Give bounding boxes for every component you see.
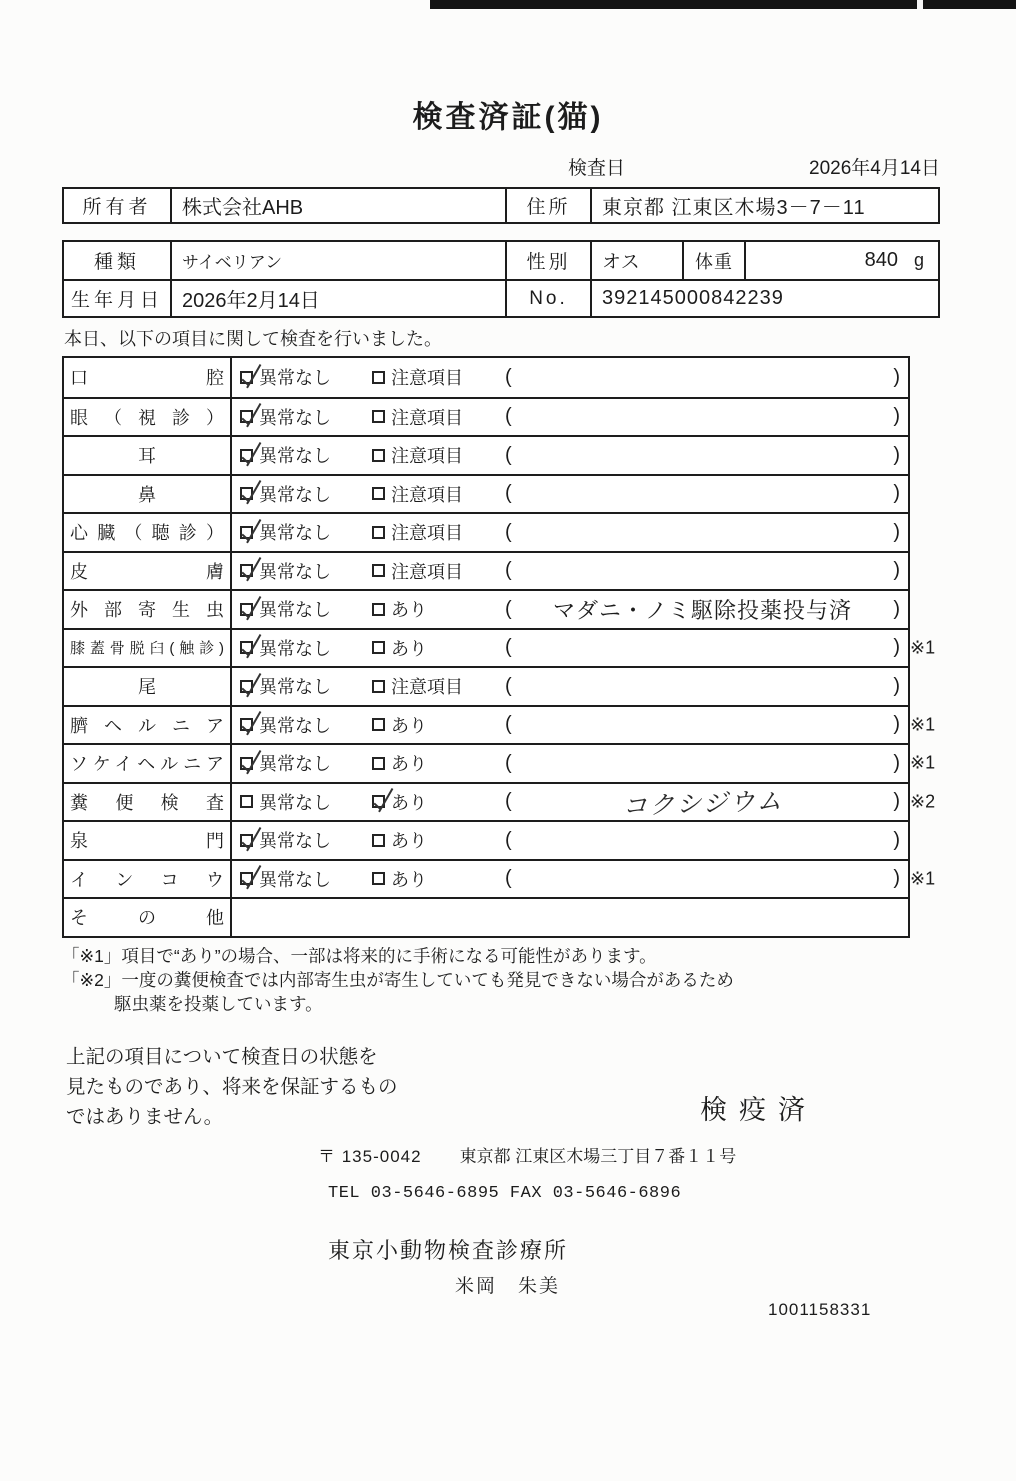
checkbox-flag-box[interactable] bbox=[372, 795, 385, 808]
paren-open: ( bbox=[505, 365, 512, 388]
checkbox-flag[interactable] bbox=[372, 712, 505, 738]
checkbox-normal-label: 異常なし bbox=[259, 600, 331, 621]
inspection-row bbox=[64, 435, 908, 474]
sex-label: 性別 bbox=[507, 242, 592, 279]
inspection-item-cell bbox=[64, 784, 232, 821]
checkbox-normal-label: 異常なし bbox=[259, 677, 331, 698]
checkbox-flag-box[interactable] bbox=[372, 680, 385, 693]
inspection-item-label: 口腔 bbox=[70, 368, 224, 389]
paren-open: ( bbox=[505, 636, 512, 659]
inspection-item-cell bbox=[64, 399, 232, 436]
scan-artifact-bar bbox=[430, 0, 1016, 9]
checkbox-flag-box[interactable] bbox=[372, 449, 385, 462]
finding-text: コクシジウム bbox=[621, 786, 784, 821]
checkbox-flag[interactable] bbox=[372, 673, 505, 699]
row-marker: ※1 bbox=[910, 752, 936, 773]
inspection-row-content bbox=[232, 784, 908, 821]
inspection-row bbox=[64, 397, 908, 436]
inspection-item-cell bbox=[64, 630, 232, 667]
paren-close: ) bbox=[893, 674, 900, 697]
checkbox-flag[interactable] bbox=[372, 866, 505, 892]
inspection-item-label: 膝蓋骨脱臼(触診) bbox=[70, 640, 224, 658]
inspection-row bbox=[64, 551, 908, 590]
inspection-row-content bbox=[232, 899, 908, 936]
inspection-item-cell bbox=[64, 861, 232, 898]
owner-row bbox=[64, 189, 938, 222]
clinic-person-name: 米岡 朱美 bbox=[455, 1276, 561, 1297]
paren-open: ( bbox=[505, 520, 512, 543]
number-value: 392145000842239 bbox=[602, 287, 784, 309]
weight-unit: g bbox=[913, 250, 924, 270]
paren-open: ( bbox=[505, 790, 512, 813]
row-marker: ※2 bbox=[910, 791, 936, 812]
inspection-item-label: 皮膚 bbox=[70, 561, 224, 582]
checkbox-normal-box[interactable] bbox=[240, 757, 253, 770]
checkbox-normal-label: 異常なし bbox=[259, 638, 331, 659]
paren-close: ) bbox=[893, 559, 900, 582]
inspection-row bbox=[64, 705, 936, 744]
checkbox-flag-label: 注意項目 bbox=[391, 677, 463, 698]
finding-field bbox=[505, 405, 908, 428]
quarantine-stamp: 検疫済 bbox=[700, 1095, 817, 1125]
inspection-row-content bbox=[232, 668, 908, 705]
clinic-name: 東京小動物検査診療所 bbox=[328, 1238, 569, 1263]
checkbox-normal-label: 異常なし bbox=[259, 446, 331, 467]
exam-date-value: 2026年4月14日 bbox=[809, 158, 940, 179]
inspection-item-label: 外部寄生虫 bbox=[70, 600, 224, 621]
disclaimer-line-1: 上記の項目について検査日の状態を bbox=[66, 1046, 378, 1068]
checkbox-normal-box[interactable] bbox=[240, 641, 253, 654]
checkbox-flag-box[interactable] bbox=[372, 603, 385, 616]
disclaimer-line-2: 見たものであり、将来を保証するもの bbox=[66, 1076, 398, 1098]
paren-close: ) bbox=[893, 443, 900, 466]
checkbox-normal-box[interactable] bbox=[240, 718, 253, 731]
checkbox-normal-label: 異常なし bbox=[259, 484, 331, 505]
sex-value: オス bbox=[592, 242, 684, 279]
finding-field bbox=[505, 752, 908, 775]
row-marker: ※1 bbox=[910, 637, 936, 658]
checkbox-flag-box[interactable] bbox=[372, 641, 385, 654]
inspection-row bbox=[64, 628, 936, 667]
inspection-item-cell bbox=[64, 707, 232, 744]
address-label: 住所 bbox=[507, 189, 592, 222]
paren-open: ( bbox=[505, 828, 512, 851]
clinic-address-line bbox=[318, 1142, 736, 1167]
inspection-item-label: 耳 bbox=[138, 446, 156, 467]
finding-field bbox=[505, 713, 908, 736]
checkbox-flag-label: 注意項目 bbox=[391, 368, 463, 389]
checkbox-normal-box[interactable] bbox=[240, 487, 253, 500]
finding-field bbox=[505, 594, 908, 625]
finding-field bbox=[505, 784, 908, 820]
inspection-row-content bbox=[232, 358, 908, 397]
finding-field bbox=[505, 482, 908, 505]
checkbox-normal[interactable] bbox=[240, 673, 372, 699]
inspection-row-content bbox=[232, 707, 908, 744]
paren-open: ( bbox=[505, 867, 512, 890]
checkbox-flag-box[interactable] bbox=[372, 410, 385, 423]
paren-close: ) bbox=[893, 405, 900, 428]
inspection-row bbox=[64, 358, 908, 397]
checkbox-normal-box[interactable] bbox=[240, 449, 253, 462]
checkbox-normal-box[interactable] bbox=[240, 680, 253, 693]
inspection-item-cell bbox=[64, 476, 232, 513]
finding-field bbox=[505, 521, 908, 544]
checkbox-flag[interactable] bbox=[372, 596, 505, 622]
checkbox-normal-label: 異常なし bbox=[259, 523, 331, 544]
clinic-postal-code: 〒 135-0042 bbox=[318, 1147, 422, 1166]
checkbox-flag-label: あり bbox=[391, 638, 427, 659]
checkbox-normal[interactable] bbox=[240, 442, 372, 468]
footnote-2: 「※2」一度の糞便検査では内部寄生虫が寄生していても発見できない場合があるため bbox=[62, 970, 734, 990]
paren-open: ( bbox=[505, 482, 512, 505]
inspection-item-label: 鼻 bbox=[138, 484, 156, 505]
paren-open: ( bbox=[505, 443, 512, 466]
paren-close: ) bbox=[893, 867, 900, 890]
owner-value: 株式会社AHB bbox=[172, 189, 507, 222]
checkbox-flag[interactable] bbox=[372, 750, 505, 776]
checkbox-normal-box[interactable] bbox=[240, 410, 253, 423]
checkbox-normal-label: 異常なし bbox=[259, 869, 331, 890]
finding-text: マダニ・ノミ駆除投薬投与済 bbox=[552, 597, 852, 623]
inspection-item-cell bbox=[64, 437, 232, 474]
weight-value-cell bbox=[746, 242, 938, 279]
paren-close: ) bbox=[893, 482, 900, 505]
checkbox-flag-label: あり bbox=[391, 754, 427, 775]
paren-close: ) bbox=[893, 520, 900, 543]
inspection-row-content bbox=[232, 476, 908, 513]
finding-field bbox=[505, 559, 908, 582]
inspection-row bbox=[64, 820, 908, 859]
paren-close: ) bbox=[893, 365, 900, 388]
pet-row-1 bbox=[64, 242, 938, 279]
inspection-item-cell bbox=[64, 553, 232, 590]
checkbox-normal[interactable] bbox=[240, 789, 372, 815]
paren-close: ) bbox=[893, 597, 900, 620]
serial-number: 1001158331 bbox=[768, 1300, 872, 1319]
pet-table bbox=[62, 240, 940, 318]
weight-label: 体重 bbox=[684, 242, 746, 279]
paren-open: ( bbox=[505, 713, 512, 736]
checkbox-flag-box[interactable] bbox=[372, 718, 385, 731]
disclaimer-line-3: ではありません。 bbox=[66, 1106, 224, 1128]
address-value: 東京都 江東区木場3－7－11 bbox=[602, 197, 866, 219]
paren-close: ) bbox=[893, 713, 900, 736]
inspection-item-label: ソケイヘルニア bbox=[70, 754, 224, 775]
checkbox-flag[interactable] bbox=[372, 635, 505, 661]
paren-open: ( bbox=[505, 405, 512, 428]
checkbox-normal[interactable] bbox=[240, 635, 372, 661]
checkbox-normal-label: 異常なし bbox=[259, 792, 331, 813]
disclaimer bbox=[66, 1042, 398, 1132]
checkbox-flag-label: あり bbox=[391, 869, 427, 890]
checkbox-normal[interactable] bbox=[240, 364, 372, 390]
inspection-item-label: 心臓（聴診） bbox=[70, 523, 224, 544]
checkbox-flag-box[interactable] bbox=[372, 834, 385, 847]
checkbox-flag[interactable] bbox=[372, 481, 505, 507]
intro-text: 本日、以下の項目に関して検査を行いました。 bbox=[64, 329, 442, 349]
checkbox-normal[interactable] bbox=[240, 404, 372, 430]
birthdate-label: 生年月日 bbox=[64, 281, 172, 316]
inspection-item-label: その他 bbox=[70, 908, 224, 929]
finding-field bbox=[505, 675, 908, 698]
checkbox-normal[interactable] bbox=[240, 481, 372, 507]
checkbox-normal-box[interactable] bbox=[240, 834, 253, 847]
exam-date-label: 検査日 bbox=[568, 158, 626, 179]
checkbox-flag[interactable] bbox=[372, 789, 505, 815]
checkbox-flag[interactable] bbox=[372, 404, 505, 430]
checkbox-normal-box[interactable] bbox=[240, 603, 253, 616]
checkbox-flag-label: あり bbox=[391, 831, 427, 852]
inspection-row bbox=[64, 743, 936, 782]
checkbox-flag-label: 注意項目 bbox=[391, 523, 463, 544]
checkbox-normal-box[interactable] bbox=[240, 795, 253, 808]
checkbox-normal-box[interactable] bbox=[240, 564, 253, 577]
inspection-item-label: 眼（視診） bbox=[70, 407, 224, 428]
inspection-item-cell bbox=[64, 358, 232, 397]
paren-close: ) bbox=[893, 636, 900, 659]
checkbox-flag[interactable] bbox=[372, 519, 505, 545]
finding-field bbox=[505, 444, 908, 467]
number-label: No. bbox=[507, 281, 592, 316]
inspection-row bbox=[64, 782, 936, 821]
footnotes bbox=[62, 944, 734, 1016]
inspection-row-content bbox=[232, 399, 908, 436]
inspection-row-content bbox=[232, 822, 908, 859]
checkbox-flag-label: 注意項目 bbox=[391, 561, 463, 582]
finding-field bbox=[505, 366, 908, 389]
checkbox-flag-box[interactable] bbox=[372, 487, 385, 500]
inspection-item-label: 泉門 bbox=[70, 831, 224, 852]
checkbox-flag-label: 注意項目 bbox=[391, 407, 463, 428]
checkbox-flag-box[interactable] bbox=[372, 564, 385, 577]
inspection-item-cell bbox=[64, 822, 232, 859]
checkbox-normal-box[interactable] bbox=[240, 371, 253, 384]
checkbox-normal[interactable] bbox=[240, 827, 372, 853]
checkbox-flag-label: 注意項目 bbox=[391, 484, 463, 505]
checkbox-flag[interactable] bbox=[372, 558, 505, 584]
checkbox-normal[interactable] bbox=[240, 558, 372, 584]
breed-value: サイベリアン bbox=[172, 242, 507, 279]
checkbox-flag-box[interactable] bbox=[372, 526, 385, 539]
inspection-row-content bbox=[232, 745, 908, 782]
inspection-row bbox=[64, 512, 908, 551]
finding-field bbox=[505, 829, 908, 852]
checkbox-flag-box[interactable] bbox=[372, 371, 385, 384]
inspection-row-content bbox=[232, 591, 908, 628]
paren-open: ( bbox=[505, 674, 512, 697]
inspection-row-content bbox=[232, 630, 908, 667]
checkbox-normal[interactable] bbox=[240, 712, 372, 738]
checkbox-flag[interactable] bbox=[372, 364, 505, 390]
clinic-address: 東京都 江東区木場三丁目７番１１号 bbox=[459, 1147, 737, 1166]
inspection-row-content bbox=[232, 553, 908, 590]
finding-field bbox=[505, 636, 908, 659]
checkbox-normal-label: 異常なし bbox=[259, 561, 331, 582]
finding-field bbox=[505, 867, 908, 890]
inspection-row bbox=[64, 589, 908, 628]
paren-close: ) bbox=[893, 828, 900, 851]
inspection-item-cell bbox=[64, 591, 232, 628]
owner-label: 所有者 bbox=[64, 189, 172, 222]
checkbox-normal[interactable] bbox=[240, 750, 372, 776]
inspection-row-content bbox=[232, 861, 908, 898]
weight-value: 840 bbox=[864, 249, 898, 271]
inspection-row-content bbox=[232, 437, 908, 474]
inspection-row bbox=[64, 666, 908, 705]
inspection-row bbox=[64, 897, 908, 936]
paren-close: ) bbox=[893, 751, 900, 774]
checkbox-normal[interactable] bbox=[240, 866, 372, 892]
paren-close: ) bbox=[893, 790, 900, 813]
inspection-item-label: 尾 bbox=[138, 677, 156, 698]
checkbox-normal-label: 異常なし bbox=[259, 754, 331, 775]
paren-open: ( bbox=[505, 751, 512, 774]
checkbox-flag-label: あり bbox=[391, 792, 427, 813]
paren-open: ( bbox=[505, 559, 512, 582]
checkbox-flag-box[interactable] bbox=[372, 872, 385, 885]
inspection-item-label: 臍ヘルニア bbox=[70, 715, 224, 736]
inspection-item-cell bbox=[64, 514, 232, 551]
checkbox-flag-label: 注意項目 bbox=[391, 446, 463, 467]
checkbox-normal-label: 異常なし bbox=[259, 407, 331, 428]
checkbox-flag-box[interactable] bbox=[372, 757, 385, 770]
checkbox-flag[interactable] bbox=[372, 827, 505, 853]
inspection-row-content bbox=[232, 514, 908, 551]
checkbox-flag-label: あり bbox=[391, 715, 427, 736]
exam-date-row bbox=[568, 153, 940, 180]
inspection-item-label: 糞便検査 bbox=[70, 792, 224, 813]
footnote-1: 「※1」項目で“あり”の場合、一部は将来的に手術になる可能性があります。 bbox=[62, 946, 657, 966]
pet-row-2 bbox=[64, 279, 938, 316]
checkbox-flag[interactable] bbox=[372, 442, 505, 468]
birthdate-value: 2026年2月14日 bbox=[172, 281, 507, 316]
breed-label: 種類 bbox=[64, 242, 172, 279]
inspection-row bbox=[64, 859, 936, 898]
owner-table bbox=[62, 187, 940, 224]
checkbox-normal-label: 異常なし bbox=[259, 368, 331, 389]
row-marker: ※1 bbox=[910, 868, 936, 889]
row-marker: ※1 bbox=[910, 714, 936, 735]
clinic-tel-fax: TEL 03-5646-6895 FAX 03-5646-6896 bbox=[328, 1184, 682, 1203]
inspection-item-cell bbox=[64, 745, 232, 782]
footnote-2-continued: 駆虫薬を投薬しています。 bbox=[114, 994, 323, 1014]
checkbox-flag-label: あり bbox=[391, 600, 427, 621]
inspection-item-cell bbox=[64, 899, 232, 936]
inspection-table bbox=[62, 356, 936, 938]
checkbox-normal-box[interactable] bbox=[240, 872, 253, 885]
inspection-item-label: インコウ bbox=[70, 869, 224, 890]
scan-artifact-notch bbox=[917, 0, 923, 9]
checkbox-normal-box[interactable] bbox=[240, 526, 253, 539]
checkbox-normal[interactable] bbox=[240, 519, 372, 545]
checkbox-normal-label: 異常なし bbox=[259, 715, 331, 736]
paren-open: ( bbox=[505, 597, 512, 620]
checkbox-normal-label: 異常なし bbox=[259, 831, 331, 852]
checkbox-normal[interactable] bbox=[240, 596, 372, 622]
inspection-item-cell bbox=[64, 668, 232, 705]
page-title: 検査済証(猫) bbox=[412, 101, 604, 134]
inspection-row bbox=[64, 474, 908, 513]
